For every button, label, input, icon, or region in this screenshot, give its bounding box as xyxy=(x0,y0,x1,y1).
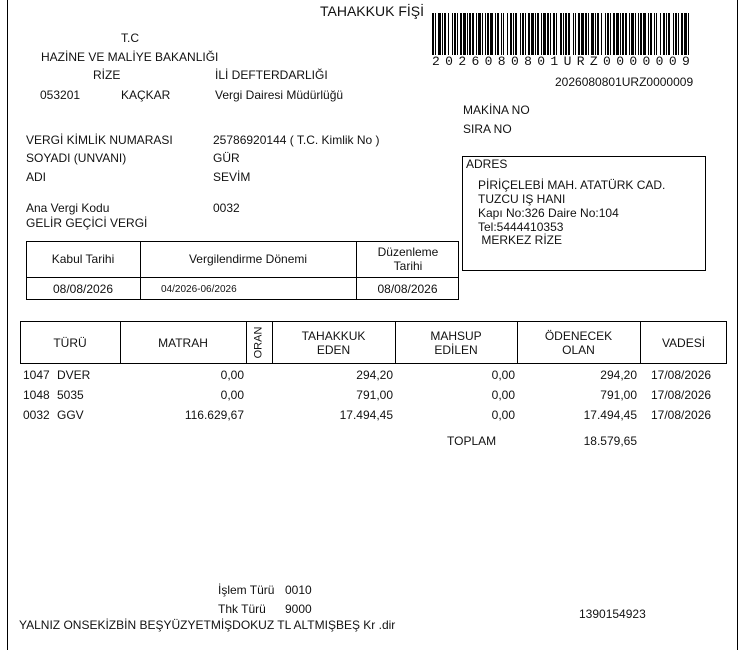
barcode-bar xyxy=(640,13,642,55)
barcode-bar xyxy=(575,13,576,55)
row-mahsup: 0,00 xyxy=(491,408,515,422)
barcode-bar xyxy=(581,13,584,55)
barcode-bar xyxy=(560,13,562,55)
barcode-bar xyxy=(684,13,687,55)
barcode-bar xyxy=(457,13,458,55)
barcode-bar xyxy=(444,13,446,55)
row-name: GGV xyxy=(57,408,84,422)
barcode-bar xyxy=(688,13,689,55)
barcode-bar xyxy=(535,13,536,55)
barcode-bar xyxy=(485,13,486,55)
items-col-sep-2 xyxy=(246,321,247,364)
row-matrah: 0,00 xyxy=(220,388,244,402)
barcode-bar xyxy=(663,13,665,55)
barcode-digit: 9 xyxy=(681,54,690,69)
barcode-bar xyxy=(543,13,546,55)
address-line-1: PİRİÇELEBİ MAH. ATATÜRK CAD. xyxy=(478,178,666,192)
barcode-digit: 1 xyxy=(550,54,559,69)
barcode-digit: 0 xyxy=(629,54,638,69)
barcode-bar xyxy=(601,13,602,55)
row-matrah: 0,00 xyxy=(220,368,244,382)
barcode-bar xyxy=(501,13,502,55)
row-mahsup: 0,00 xyxy=(491,368,515,382)
address-line-2: TUZCU IŞ HANI xyxy=(478,192,566,206)
directorate-name: İLİ DEFTERDARLIĞI xyxy=(215,68,328,82)
vadesi-header: VADESİ xyxy=(661,335,706,350)
barcode-bar xyxy=(469,13,471,55)
barcode-bar xyxy=(553,13,555,55)
row-vade: 17/08/2026 xyxy=(651,388,712,402)
kabul-tarihi-value: 08/08/2026 xyxy=(52,281,114,296)
barcode-digit: 6 xyxy=(471,54,480,69)
barcode-bar xyxy=(522,13,524,55)
total-value: 18.579,65 xyxy=(583,434,637,448)
barcode-bar xyxy=(476,13,477,55)
serial-number: 1390154923 xyxy=(579,607,646,621)
barcode-bar xyxy=(648,13,649,55)
document-title: TAHAKKUK FİŞİ xyxy=(320,3,424,19)
row-tahakkuk: 294,20 xyxy=(356,368,393,382)
row-tahakkuk: 791,00 xyxy=(356,388,393,402)
barcode-reference: 2026080801URZ0000009 xyxy=(555,75,694,89)
barcode-bar xyxy=(510,13,512,55)
barcode-bar xyxy=(528,13,530,55)
office-type: Vergi Dairesi Müdürlüğü xyxy=(215,88,344,102)
barcode-bar xyxy=(573,13,574,55)
barcode-digit: 2 xyxy=(458,54,467,69)
barcode-bar xyxy=(591,13,594,55)
barcode-bar xyxy=(675,13,677,55)
barcode-bar xyxy=(678,13,679,55)
row-name: 5035 xyxy=(57,388,84,402)
barcode-bar xyxy=(472,13,474,55)
barcode-bar xyxy=(467,13,468,55)
barcode-digit: Z xyxy=(589,54,598,69)
barcode-bar xyxy=(547,13,549,55)
vkn-label: VERGİ KİMLİK NUMARASI xyxy=(26,133,173,147)
barcode-bar xyxy=(585,13,587,55)
barcode-digits xyxy=(432,54,690,70)
row-code: 1047 xyxy=(23,368,50,382)
barcode-bar xyxy=(478,13,481,55)
barcode-bar xyxy=(660,13,661,55)
barcode-bar xyxy=(515,13,517,55)
soyadi-value: GÜR xyxy=(213,151,240,165)
duzenleme-tarihi-value: 08/08/2026 xyxy=(377,281,438,296)
office-code: 053201 xyxy=(40,88,81,102)
barcode-bar xyxy=(513,13,514,55)
barcode-bar xyxy=(654,13,655,55)
sira-no-label: SIRA NO xyxy=(463,122,512,136)
address-line-4: Tel:5444410353 xyxy=(478,220,564,234)
barcode-bar xyxy=(650,13,652,55)
barcode-digit: 2 xyxy=(432,54,440,69)
vergilendirme-donemi-header: Vergilendirme Dönemi xyxy=(188,252,308,266)
barcode-bar xyxy=(568,13,570,55)
barcode-digit: 0 xyxy=(537,54,546,69)
barcode-bar xyxy=(588,13,589,55)
barcode-digit: 0 xyxy=(655,54,664,69)
barcode-bar xyxy=(595,13,596,55)
barcode-bar xyxy=(681,13,683,55)
barcode-bar xyxy=(460,13,462,55)
barcode-bar xyxy=(442,13,443,55)
barcode-digit: 8 xyxy=(524,54,532,69)
duzenleme-tarihi-header: Düzenleme Tarihi xyxy=(377,245,439,273)
barcode-bar xyxy=(673,13,674,55)
tahakkuk-eden-header: TAHAKKUK EDEN xyxy=(301,328,366,357)
barcode-bar xyxy=(666,13,667,55)
province-name: RİZE xyxy=(93,68,121,82)
barcode-bar xyxy=(578,13,580,55)
kabul-tarihi-header: Kabul Tarihi xyxy=(51,252,115,266)
address-line-3: Kapı No:326 Daire No:104 xyxy=(478,206,619,220)
barcode-digit: U xyxy=(563,54,572,69)
barcode-bar xyxy=(438,13,441,55)
oran-header: ORAN xyxy=(252,326,265,359)
barcode-bar xyxy=(635,13,636,55)
barcode-bar xyxy=(565,13,567,55)
row-vade: 17/08/2026 xyxy=(651,368,712,382)
row-tahakkuk: 17.494,45 xyxy=(339,408,393,422)
office-name: KAÇKAR xyxy=(121,88,171,102)
barcode-digit: R xyxy=(576,54,585,69)
barcode-bar xyxy=(541,13,542,55)
barcode-bar xyxy=(616,13,619,55)
barcode-bar xyxy=(503,13,504,55)
row-name: DVER xyxy=(57,368,91,382)
barcode-digit: 8 xyxy=(497,54,506,69)
barcode-bar xyxy=(435,13,436,55)
barcode-bar xyxy=(607,13,609,55)
row-mahsup: 0,00 xyxy=(491,388,515,402)
vkn-value: 25786920144 ( T.C. Kimlik No ) xyxy=(213,133,380,147)
barcode-bar xyxy=(613,13,615,55)
barcode-bar xyxy=(638,13,639,55)
barcode-bar xyxy=(497,13,499,55)
soyadi-label: SOYADI (UNVANI) xyxy=(26,151,127,165)
barcode-bar xyxy=(525,13,526,55)
barcode-bar xyxy=(597,13,599,55)
barcode-bar xyxy=(463,13,466,55)
row-code: 0032 xyxy=(23,408,50,422)
barcode-bar xyxy=(610,13,611,55)
matrah-header: MATRAH xyxy=(158,335,208,350)
amount-in-words: YALNIZ ONSEKİZBİN BEŞYÜZYETMİŞDOKUZ TL ALTMIŞBEŞ Kr .dir xyxy=(19,618,396,632)
barcode-bar xyxy=(452,13,453,55)
barcode-bar xyxy=(490,13,493,55)
tax-type: GELİR GEÇİCİ VERGİ xyxy=(26,216,148,230)
barcode-bar xyxy=(550,13,551,55)
barcode-bar xyxy=(487,13,489,55)
barcode-digit: 0 xyxy=(603,54,611,69)
barcode-bar xyxy=(605,13,606,55)
adi-value: SEVİM xyxy=(213,170,251,184)
address-title: ADRES xyxy=(466,157,508,171)
islem-turu-label: İşlem Türü xyxy=(218,583,275,597)
vergilendirme-donemi-value: 04/2026-06/2026 xyxy=(161,284,237,295)
barcode-digit: 0 xyxy=(642,54,651,69)
barcode-digit: 0 xyxy=(445,54,453,69)
makina-no-label: MAKİNA NO xyxy=(463,103,530,117)
barcode-bar xyxy=(432,13,434,55)
row-odenecek: 294,20 xyxy=(600,368,637,382)
barcode-bar xyxy=(531,13,534,55)
barcode-bar xyxy=(629,13,630,55)
barcode-bar xyxy=(563,13,564,55)
barcode-bar xyxy=(625,13,627,55)
barcode-bar xyxy=(556,13,557,55)
barcode-bar xyxy=(507,13,508,55)
islem-turu-value: 0010 xyxy=(285,583,312,597)
odenecek-olan-header: ÖDENECEK OLAN xyxy=(544,328,613,357)
mahsup-edilen-header: MAHSUP EDİLEN xyxy=(430,328,482,357)
barcode-digit: 0 xyxy=(616,54,624,69)
row-odenecek: 791,00 xyxy=(600,388,637,402)
page-right-border xyxy=(737,0,738,650)
barcode-digit: 0 xyxy=(668,54,677,69)
barcode-bar xyxy=(643,13,646,55)
barcode-bar xyxy=(482,13,483,55)
barcode xyxy=(432,13,690,55)
barcode-bar xyxy=(537,13,539,55)
barcode-bar xyxy=(495,13,496,55)
barcode-bar xyxy=(656,13,657,55)
barcode-bar xyxy=(620,13,621,55)
adi-label: ADI xyxy=(26,170,47,184)
ana-vergi-kodu-label: Ana Vergi Kodu xyxy=(26,201,110,215)
page-left-border xyxy=(7,0,8,650)
ministry-name: HAZİNE VE MALİYE BAKANLIĞI xyxy=(41,50,219,64)
ana-vergi-kodu-value: 0032 xyxy=(213,201,240,215)
barcode-digit: 0 xyxy=(510,54,519,69)
row-vade: 17/08/2026 xyxy=(651,408,712,422)
total-label: TOPLAM xyxy=(447,434,497,448)
thk-turu-label: Thk Türü xyxy=(218,602,266,616)
thk-turu-value: 9000 xyxy=(285,602,312,616)
barcode-bar xyxy=(520,13,521,55)
row-odenecek: 17.494,45 xyxy=(583,408,637,422)
row-code: 1048 xyxy=(23,388,50,402)
barcode-bar xyxy=(622,13,624,55)
barcode-bar xyxy=(454,13,456,55)
turu-header: TÜRÜ xyxy=(53,335,87,350)
barcode-bar xyxy=(668,13,670,55)
address-line-5: MERKEZ RİZE xyxy=(478,233,563,247)
barcode-bar xyxy=(448,13,449,55)
barcode-bar xyxy=(631,13,634,55)
row-matrah: 116.629,67 xyxy=(184,408,244,422)
barcode-digit: 0 xyxy=(484,54,493,69)
tc-label: T.C xyxy=(121,31,139,45)
